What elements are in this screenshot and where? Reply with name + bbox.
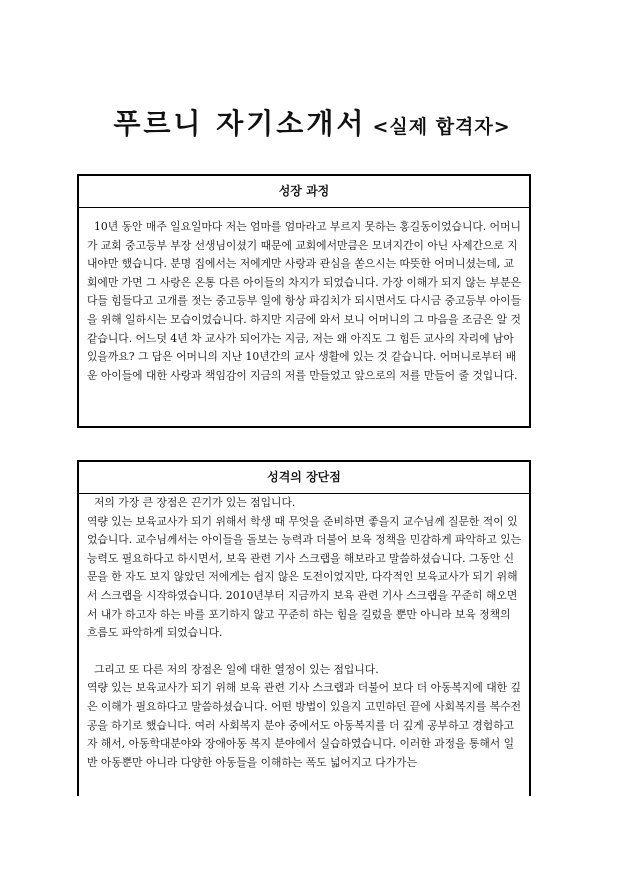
paragraph: 저의 가장 큰 장점은 끈기가 있는 점입니다. — [94, 496, 296, 509]
title-sub: <실제 합격자> — [372, 116, 511, 138]
section-personality — [77, 460, 531, 796]
section-growth — [77, 174, 531, 428]
section-body — [79, 494, 529, 772]
paragraph: 10년 동안 매주 일요일마다 저는 엄마를 엄마라고 부르지 못하는 홍길동이었습니다. 어머니가 교회 중고등부 부장 선생님이셨기 때문에 교회에서만큼은 모녀지간이 아닌 사제간으로 지내야만 했습니다. 분명 집에서는 저에게만 사랑과 관심을 쏟으시는 따뜻한 어머니셨는데, 교회에만 가면 그 사랑은 온통 다른 아이들의 차지가 되었습니다. 가장 이해가 되지 않는 부분은 다들 힘들다고 고개를 젓는 중고등부 일에 항상 파김치가 되시면서도 다시금 중고등부 아이들을 위해 일하시는 모습이었습니다. 하지만 지금에 와서 보니 어머니의 그 마음을 조금은 알 것 같습니다. 어느덧 4년 차 교사가 되어가는 지금, 저는 왜 아직도 그 힘든 교사의 자리에 남아 있을까요? 그 답은 어머니의 지난 10년간의 교사 생활에 있는 것 같습니다. 어머니로부터 배운 아이들에 대한 사랑과 책임감이 지금의 저를 만들었고 앞으로의 저를 만들어 줄 것입니다. — [87, 220, 522, 382]
paragraph: 역량 있는 보육교사가 되기 위해서 학생 때 무엇을 준비하면 좋을지 교수님께 질문한 적이 있었습니다. 교수님께서는 아이들을 돌보는 능력과 더불어 보육 정책을 민감하게 파악하고 있는 능력도 필요하다고 하시면서, 보육 관련 기사 스크랩을 해보라고 말씀하셨습니다. 그동안 신문을 한 자도 보지 않았던 저에게는 쉽지 않은 도전이었지만, 다각적인 보육교사가 되기 위해서 스크랩을 시작하였습니다. 2010년부터 지금까지 보육 관련 기사 스크랩을 꾸준히 해오면서 내가 하고자 하는 바를 포기하지 않고 꾸준히 하는 힘을 길렀을 뿐만 아니라 보육 정책의 흐름도 파악하게 되었습니다. — [87, 514, 522, 640]
section-body — [79, 208, 529, 385]
document-title — [0, 102, 624, 142]
section-heading: 성격의 장단점 — [79, 462, 529, 494]
paragraph-gap — [87, 643, 523, 661]
paragraph: 역량 있는 보육교사가 되기 위해 보육 관련 기사 스크랩과 더불어 보다 더 아동복지에 대한 깊은 이해가 필요하다고 말씀하셨습니다. 어떤 방법이 있을지 고민하던 끝에 사회복지를 복수전공을 하기로 했습니다. 여러 사회복지 분야 중에서도 아동복지를 더 깊게 공부하고 경험하고자 해서, 아동학대분야와 장애아동 복지 분야에서 실습하였습니다. 이러한 과정을 통해서 일반 아동뿐만 아니라 다양한 아동들을 이해하는 폭도 넓어지고 다가가는 — [87, 681, 522, 769]
section-heading: 성장 과정 — [79, 176, 529, 208]
title-main: 푸르니 자기소개서 — [113, 107, 367, 140]
paragraph: 그리고 또 다른 저의 장점은 일에 대한 열정이 있는 점입니다. — [94, 662, 379, 676]
